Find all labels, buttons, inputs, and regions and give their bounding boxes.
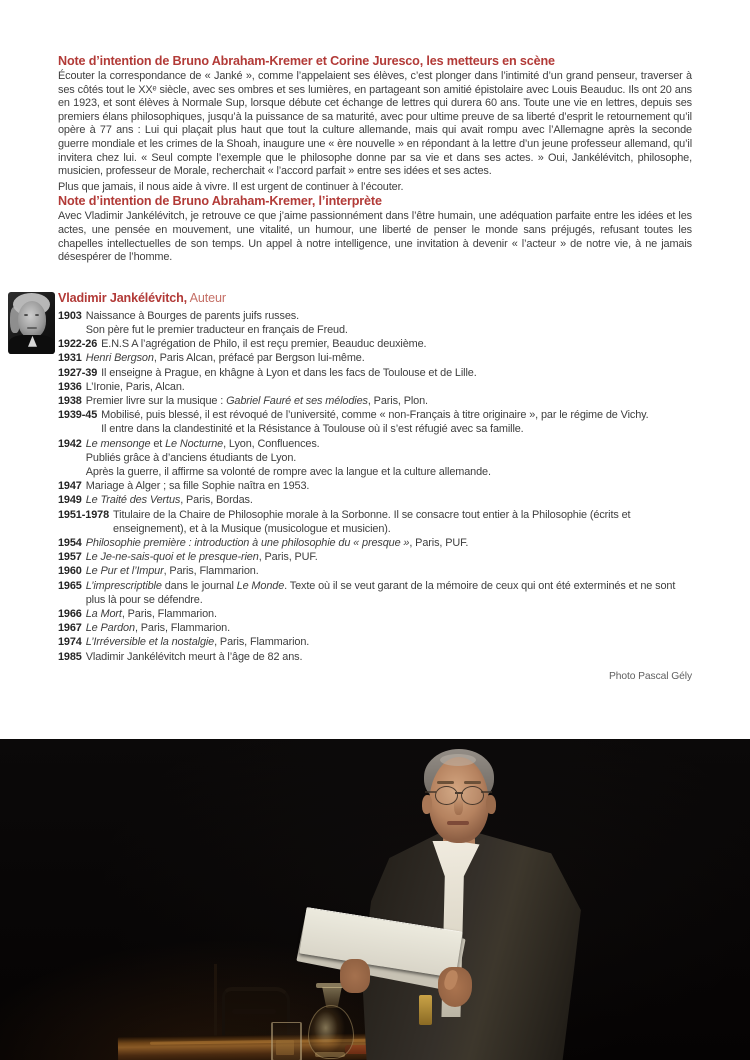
timeline-text: Le Traité des Vertus, Paris, Bordas. [85,494,253,507]
timeline-entry [58,309,692,337]
timeline-entry [58,508,692,536]
timeline-text: L’Ironie, Paris, Alcan. [85,380,185,393]
timeline-entry [58,479,692,493]
note2-title: Note d’intention de Bruno Abraham-Kremer, l’interprète [58,194,382,209]
timeline-year: 1942 [58,437,82,450]
portrait-eye-left [24,314,28,316]
actor-ear-right [486,795,496,814]
timeline-text: Le mensonge et Le Nocturne, Lyon, Confluences. Publiés grâce à d’anciens étudiants de Lyon. Après la guerre, il affirme sa volonté de rompre avec la langue et la culture allemande. [85,437,491,478]
biography-section [58,290,692,664]
jankelevitch-portrait-photo [8,292,55,354]
timeline-year: 1967 [58,622,82,635]
glass-liquid [276,1040,294,1055]
timeline-year: 1947 [58,480,82,493]
timeline-entry [58,351,692,365]
timeline-entry [58,380,692,394]
timeline-year: 1922-26 [58,338,98,351]
timeline-year: 1938 [58,394,82,407]
bio-author-name: Vladimir Jankélévitch, [58,290,187,305]
timeline-entry [58,564,692,578]
note2-paragraph: Avec Vladimir Jankélévitch, je retrouve ce que j’aime passionnément dans l’être humain, une adéquation parfaite entre les idées et les actes, une pensée en mouvement, une vitalité, un humour, une liberté de penser le monde sans préjugés, refusant toutes les chapelles intellectuelles de son temps. Un appel à notre intelligence, une invitation à devenir « l’acteur » de notre vie, à ne jamais désespérer de l’homme. [58,210,692,264]
actor-nose [454,797,463,815]
stage-photo [0,739,750,1060]
timeline-year: 1954 [58,536,82,549]
portrait-eye-right [35,314,39,316]
timeline-year: 1985 [58,650,82,663]
timeline-year: 1949 [58,494,82,507]
timeline-text: Titulaire de la Chaire de Philosophie morale à la Sorbonne. Il se consacre tout entier à la Philosophie (écrits et enseignement), et à la Musique (musicologue et musicien). [113,508,631,535]
carafe-body [308,1005,354,1059]
timeline-entry [58,408,692,436]
timeline-text: L’Irréversible et la nostalgie, Paris, Flammarion. [85,636,310,649]
glasses-temple-right [481,791,492,793]
timeline-year: 1903 [58,309,82,322]
timeline-entry [58,579,692,607]
timeline-entry [58,437,692,480]
glasses-bridge [455,792,463,794]
timeline-entry [58,550,692,564]
actor-bald-crown [440,754,476,766]
note1-paragraph: Écouter la correspondance de « Janké », comme l’appelaient ses élèves, c’est plonger dans l’intimité d’un grand penseur, traverser à ses côtés tout le XXᵉ siècle, avec ses ombres et ses lumières, en partageant son amitié épistolaire avec Louis Beauduc. Ils ont 20 ans en 1923, et sont élèves à Normale Sup, lorsque débute cet échange de lettres qui durera 60 ans. Toute une vie en lettres, depuis ses premiers élans philosophiques, jusqu’à la puissance de sa maturité, avec pour ultime preuve de sa liberté d’esprit le retournement qu’il opère à 77 ans : Lui qui plaçait plus haut que tout la culture allemande, mais qui avait rompu avec l’Allemagne après la seconde guerre mondiale et les crimes de la Shoah, inaugure une « ère nouvelle » en répondant à la lettre d’un jeune professeur allemand, qu’il invitera chez lui. « Seul compte l’exemple que le philosophe donne par sa vie et dans ses actes. » Oui, Jankélévitch, philosophe, musicien, professeur de Morale, recherchait « l’accord parfait » entre ses idées et ses actes. [58,70,692,178]
portrait-mouth [27,327,37,329]
timeline-entry [58,493,692,507]
note1-title: Note d’intention de Bruno Abraham-Kremer et Corine Juresco, les metteurs en scène [58,54,555,68]
note1-closing-line: Plus que jamais, il nous aide à vivre. Il est urgent de continuer à l’écouter. [58,180,404,193]
page-content [58,54,692,682]
timeline-entry [58,650,692,664]
timeline-entry [58,607,692,621]
timeline-text: L’imprescriptible dans le journal Le Monde. Texte où il se veut garant de la mémoire de ceux qui ont été exterminés et ne sont plus là pour se défendre. [85,579,676,606]
timeline-text: Premier livre sur la musique : Gabriel Fauré et ses mélodies, Paris, Plon. [85,394,428,407]
timeline-text: Philosophie première : introduction à une philosophie du « presque », Paris, PUF. [85,536,469,549]
timeline-entry [58,621,692,635]
timeline-entry [58,337,692,351]
actor-eyebrow-left [437,781,454,784]
timeline-text: La Mort, Paris, Flammarion. [85,607,217,620]
bio-heading [58,290,692,306]
bio-author-role: Auteur [189,290,226,305]
timeline-text: Naissance à Bourges de parents juifs russes. Son père fut le premier traducteur en français de Freud. [85,309,348,336]
portrait-face [18,301,46,338]
timeline-year: 1966 [58,607,82,620]
timeline-year: 1927-39 [58,366,98,379]
shirt-detail [419,995,432,1025]
timeline-entry [58,394,692,408]
timeline-text: Vladimir Jankélévitch meurt à l’âge de 82 ans. [85,650,303,663]
timeline-year: 1939-45 [58,409,98,422]
timeline-year: 1951-1978 [58,508,110,521]
timeline-entry [58,635,692,649]
actor-eyebrow-right [464,781,481,784]
timeline-year: 1936 [58,380,82,393]
timeline-text: Le Pardon, Paris, Flammarion. [85,622,230,635]
carafe-base [315,1052,345,1057]
chair-slat [232,1009,276,1014]
timeline [58,309,692,664]
timeline-year: 1965 [58,579,82,592]
timeline-year: 1957 [58,551,82,564]
timeline-text: E.N.S A l’agrégation de Philo, il est reçu premier, Beauduc deuxième. [101,338,427,351]
timeline-text: Mobilisé, puis blessé, il est révoqué de l’université, comme « non-Français à titre originaire », par le régime de Vichy. Il entre dans la clandestinité et la Résistance à Toulouse où il s’est réfugié avec sa famille. [101,409,649,436]
timeline-year: 1960 [58,565,82,578]
timeline-text: Le Pur et l’Impur, Paris, Flammarion. [85,565,259,578]
actor-hand-left [340,959,370,993]
timeline-year: 1931 [58,352,82,365]
timeline-text: Mariage à Alger ; sa fille Sophie naîtra en 1953. [85,480,310,493]
timeline-text: Il enseigne à Prague, en khâgne à Lyon et dans les facs de Toulouse et de Lille. [101,366,477,379]
actor-mouth [447,821,469,825]
photo-credit: Photo Pascal Gély [608,670,692,682]
timeline-entry [58,366,692,380]
timeline-text: Henri Bergson, Paris Alcan, préfacé par Bergson lui-même. [85,352,365,365]
glasses-lens-right [461,786,484,805]
timeline-year: 1974 [58,636,82,649]
timeline-text: Le Je-ne-sais-quoi et le presque-rien, Paris, PUF. [85,551,318,564]
glasses-temple-left [425,791,436,793]
actor-ear-left [422,795,432,814]
timeline-entry [58,536,692,550]
